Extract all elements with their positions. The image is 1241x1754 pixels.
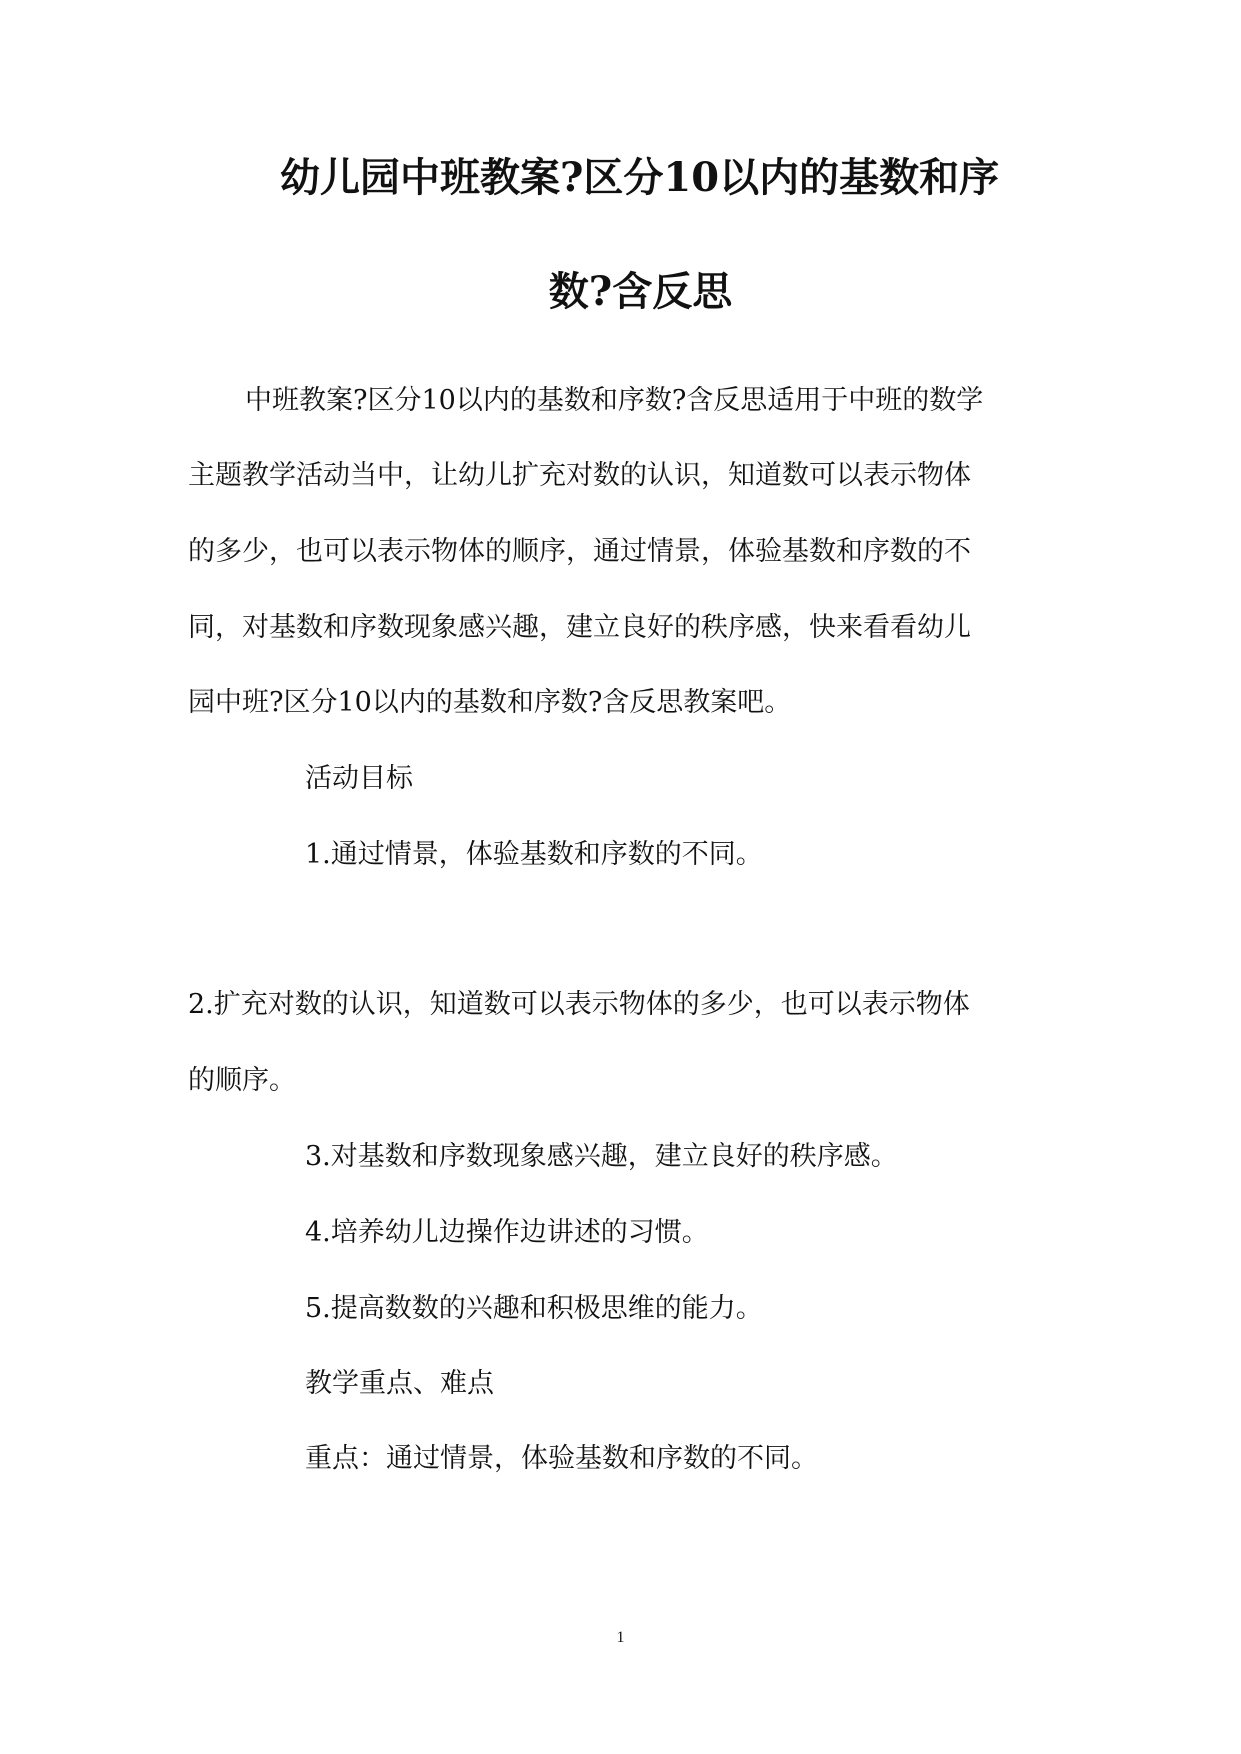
goal-item-3: 3.对基数和序数现象感兴趣，建立良好的秩序感。 <box>305 1141 898 1172</box>
document-title-line-2: 数?含反思 <box>548 268 733 315</box>
intro-paragraph-line: 同，对基数和序数现象感兴趣，建立良好的秩序感，快来看看幼儿 <box>188 612 971 643</box>
section-heading-goals: 活动目标 <box>305 763 413 794</box>
goal-item-4: 4.培养幼儿边操作边讲述的习惯。 <box>305 1217 709 1248</box>
page-number: 1 <box>616 1629 625 1646</box>
goal-item-1: 1.通过情景，体验基数和序数的不同。 <box>305 839 763 870</box>
key-point-item: 重点：通过情景，体验基数和序数的不同。 <box>305 1443 818 1474</box>
section-heading-key-points: 教学重点、难点 <box>305 1368 494 1399</box>
goal-item-2-line-1: 2.扩充对数的认识，知道数可以表示物体的多少，也可以表示物体 <box>188 989 970 1020</box>
document-title-line-1: 幼儿园中班教案?区分10以内的基数和序 <box>280 154 1000 201</box>
goal-item-5: 5.提高数数的兴趣和积极思维的能力。 <box>305 1293 763 1324</box>
intro-paragraph-line: 的多少，也可以表示物体的顺序，通过情景，体验基数和序数的不 <box>188 536 971 567</box>
intro-paragraph-line: 中班教案?区分10以内的基数和序数?含反思适用于中班的数学 <box>245 385 984 416</box>
intro-paragraph-line: 园中班?区分10以内的基数和序数?含反思教案吧。 <box>188 687 792 718</box>
intro-paragraph-line: 主题教学活动当中，让幼儿扩充对数的认识，知道数可以表示物体 <box>188 460 971 491</box>
goal-item-2-line-2: 的顺序。 <box>188 1065 296 1096</box>
